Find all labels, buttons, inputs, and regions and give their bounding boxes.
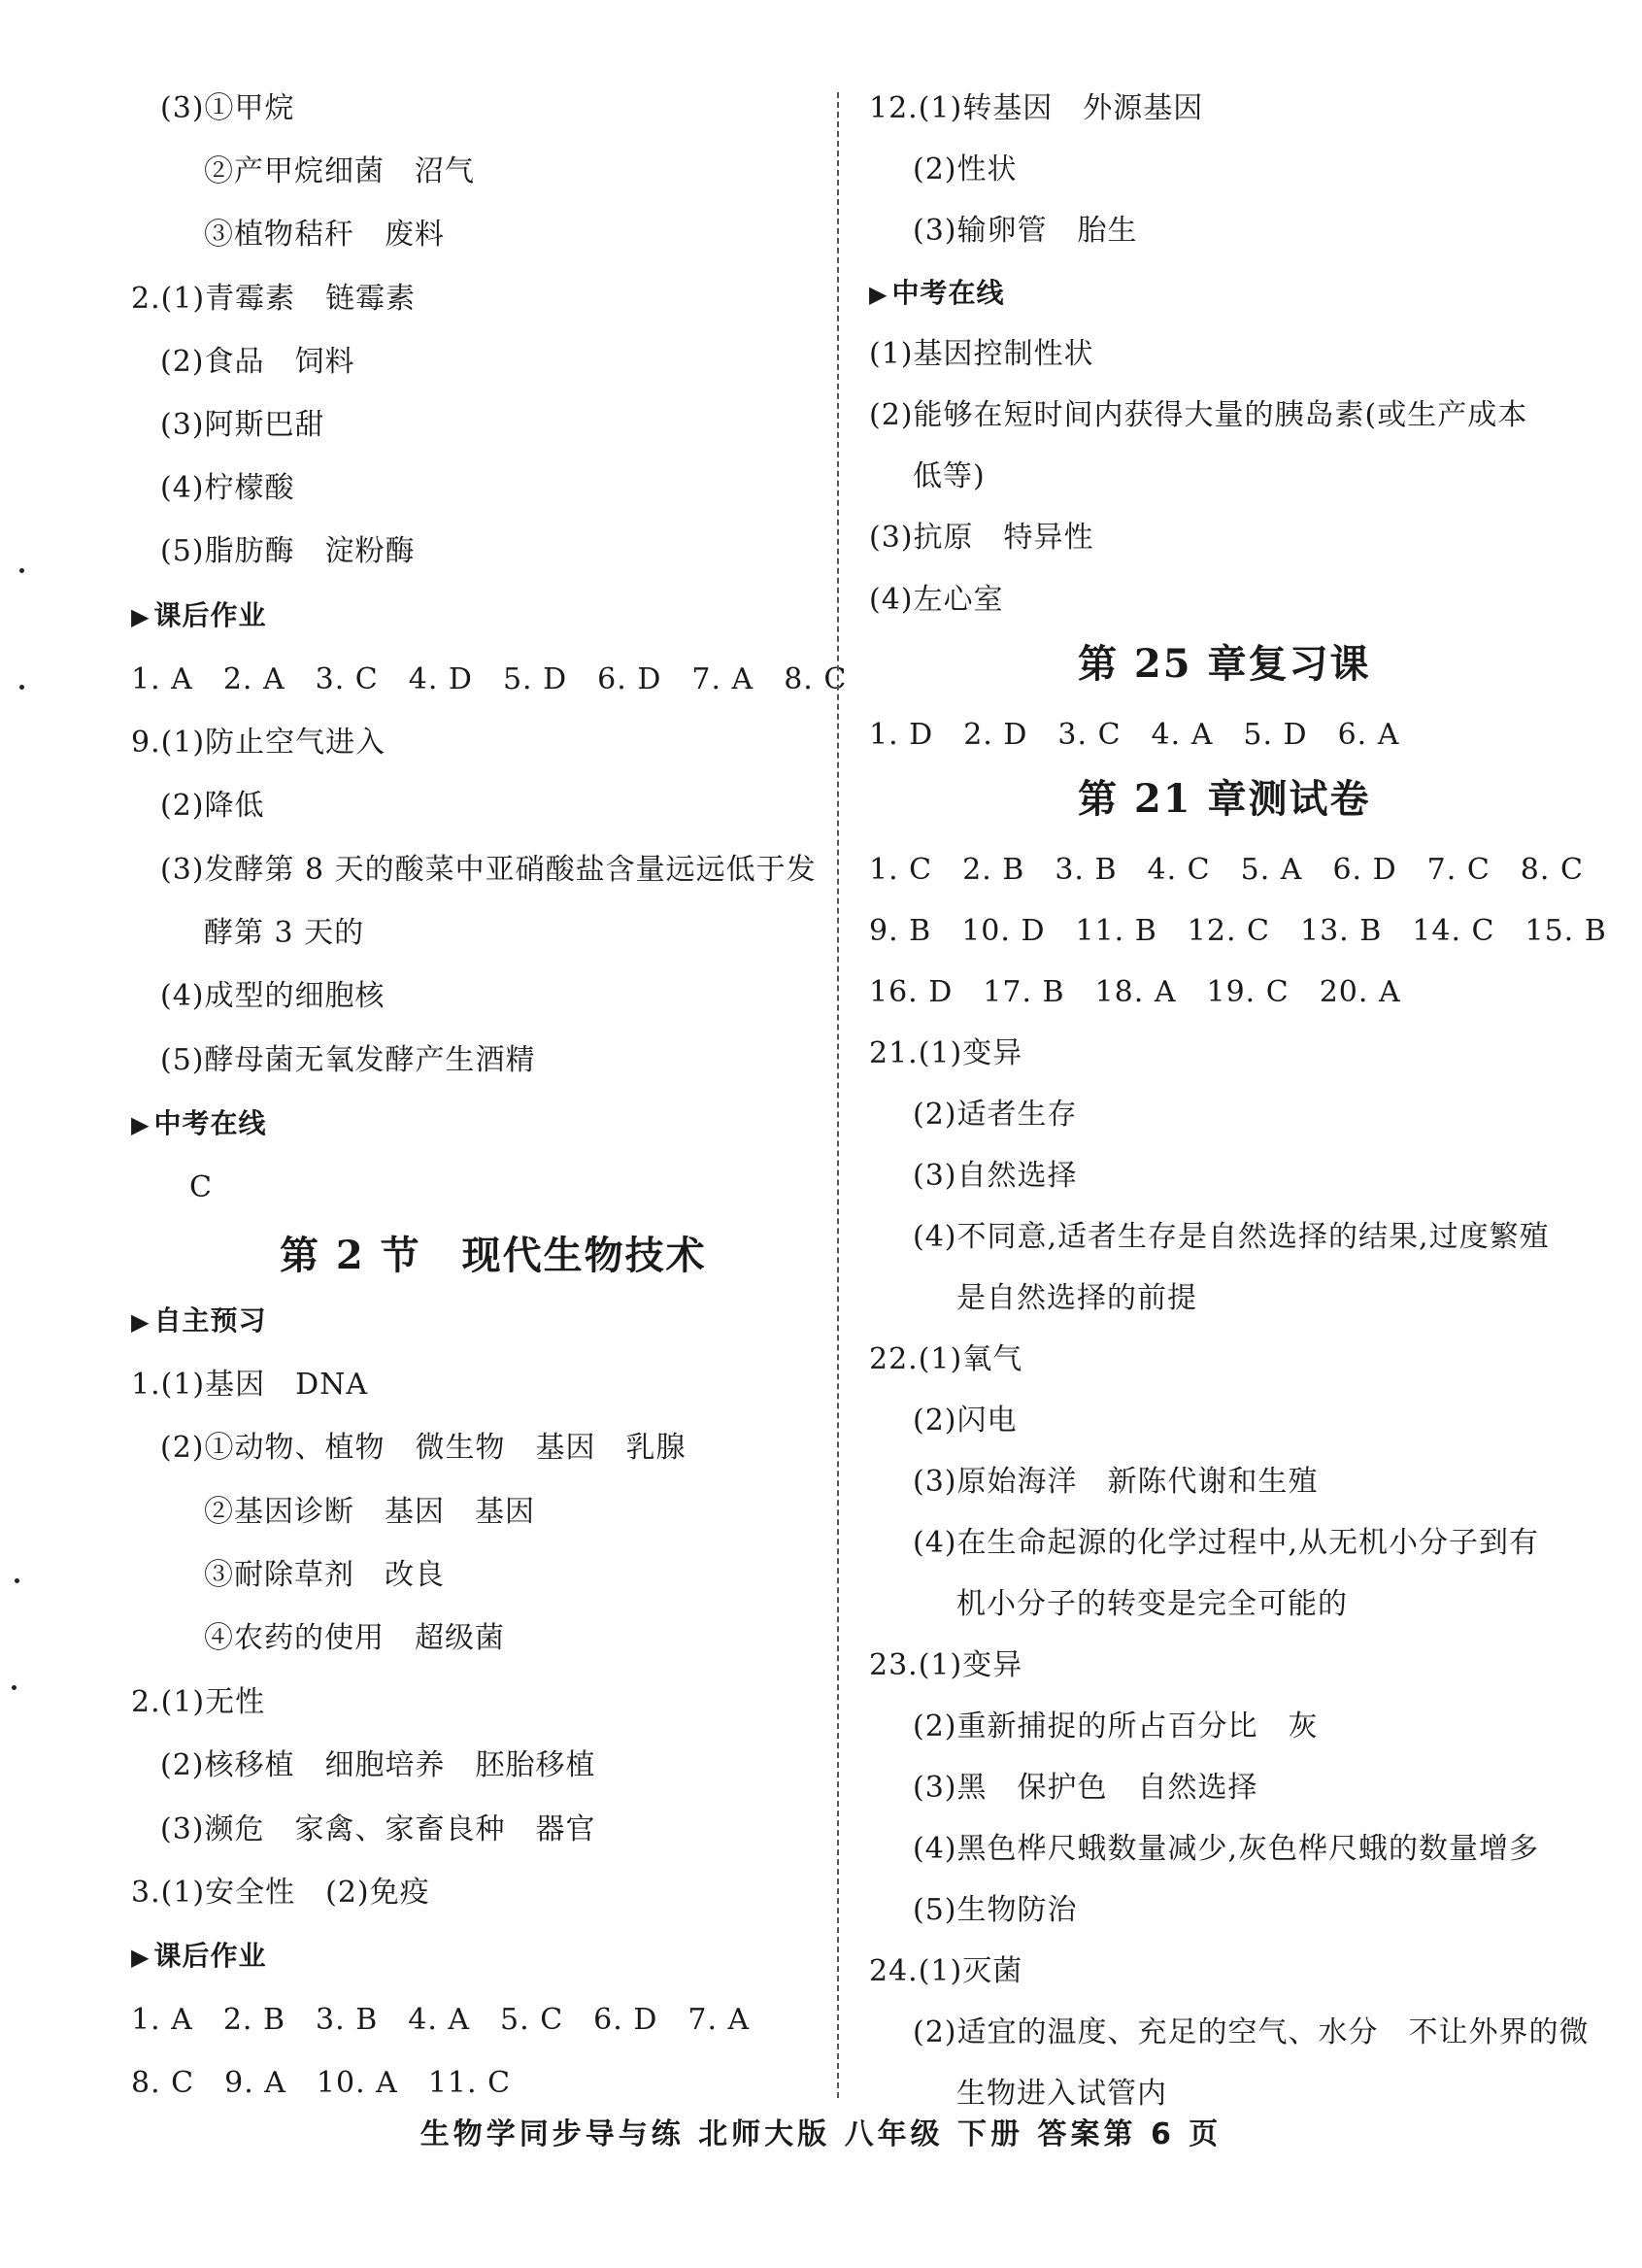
answer-line: (3)濒危 家禽、家畜良种 器官 bbox=[160, 1812, 596, 1846]
answer-line: 1. A 2. A 3. C 4. D 5. D 6. D 7. A 8. C bbox=[131, 662, 848, 696]
answer-line: 12.(1)转基因 外源基因 bbox=[869, 91, 1204, 125]
answer-line: 9. B 10. D 11. B 12. C 13. B 14. C 15. B bbox=[869, 914, 1607, 948]
page-footer: 生物学同步导与练 北师大版 八年级 下册 答案第 6 页 bbox=[419, 2117, 1223, 2151]
answer-line: (3)自然选择 bbox=[913, 1159, 1078, 1193]
answer-line: (3)①甲烷 bbox=[160, 91, 295, 125]
answer-line: 9.(1)防止空气进入 bbox=[131, 726, 386, 760]
answer-line: 16. D 17. B 18. A 19. C 20. A bbox=[869, 975, 1401, 1009]
answer-line: (3)原始海洋 新陈代谢和生殖 bbox=[913, 1465, 1319, 1499]
answer-line: (5)生物防治 bbox=[913, 1893, 1078, 1927]
answer-line: 3.(1)安全性 (2)免疫 bbox=[131, 1876, 430, 1910]
answer-line: (4)柠檬酸 bbox=[160, 471, 295, 505]
answer-line: ②产甲烷细菌 沼气 bbox=[204, 154, 475, 188]
scan-speck bbox=[19, 568, 24, 573]
answer-line: (2)性状 bbox=[913, 152, 1018, 186]
answer-line: 8. C 9. A 10. A 11. C bbox=[131, 2066, 512, 2100]
answer-line: 22.(1)氧气 bbox=[869, 1342, 1023, 1376]
answer-line: 低等) bbox=[913, 459, 986, 493]
answer-line: 1. C 2. B 3. B 4. C 5. A 6. D 7. C 8. C bbox=[869, 853, 1584, 887]
answer-line: (5)酵母菌无氧发酵产生酒精 bbox=[160, 1043, 536, 1077]
answer-line: 生物进入试管内 bbox=[956, 2077, 1167, 2111]
section-heading: ▶ 中考在线 bbox=[869, 274, 1004, 313]
answer-line: 1. A 2. B 3. B 4. A 5. C 6. D 7. A bbox=[131, 2003, 751, 2037]
section-title: 第 2 节 现代生物技术 bbox=[280, 1233, 707, 1278]
section-heading: ▶ 课后作业 bbox=[131, 596, 266, 635]
column-divider bbox=[837, 92, 839, 2098]
answer-line: (4)黑色桦尺蛾数量减少,灰色桦尺蛾的数量增多 bbox=[913, 1832, 1540, 1866]
answer-line: 1.(1)基因 DNA bbox=[131, 1368, 369, 1402]
answer-line: (3)阿斯巴甜 bbox=[160, 408, 325, 442]
answer-line: ③耐除草剂 改良 bbox=[204, 1558, 445, 1592]
answer-line: (2)能够在短时间内获得大量的胰岛素(或生产成本 bbox=[869, 398, 1528, 432]
answer-line: (2)降低 bbox=[160, 789, 265, 823]
answer-line: 24.(1)灭菌 bbox=[869, 1954, 1023, 1988]
section-heading: ▶ 自主预习 bbox=[131, 1302, 266, 1340]
scan-speck bbox=[19, 685, 24, 690]
answer-line: (4)成型的细胞核 bbox=[160, 979, 385, 1013]
answer-line: ③植物秸秆 废料 bbox=[204, 218, 445, 252]
answer-line: (2)食品 饲料 bbox=[160, 345, 355, 379]
scan-speck bbox=[15, 1578, 19, 1583]
answer-line: (5)脂肪酶 淀粉酶 bbox=[160, 534, 416, 568]
answer-line: ②基因诊断 基因 基因 bbox=[204, 1495, 535, 1529]
answer-line: 2.(1)无性 bbox=[131, 1685, 266, 1719]
section-heading: ▶ 课后作业 bbox=[131, 1937, 266, 1976]
section-heading: ▶ 中考在线 bbox=[131, 1104, 266, 1143]
answer-line: (4)左心室 bbox=[869, 583, 1004, 617]
answer-line: (2)适宜的温度、充足的空气、水分 不让外界的微 bbox=[913, 2015, 1590, 2049]
answer-line: (4)在生命起源的化学过程中,从无机小分子到有 bbox=[913, 1526, 1540, 1560]
chapter-test-title: 第 21 章测试卷 bbox=[1078, 776, 1371, 822]
answer-line: 23.(1)变异 bbox=[869, 1648, 1023, 1682]
answer-line: 1. D 2. D 3. C 4. A 5. D 6. A bbox=[869, 718, 1400, 752]
answer-line: 是自然选择的前提 bbox=[956, 1281, 1197, 1315]
answer-line: (3)黑 保护色 自然选择 bbox=[913, 1771, 1258, 1805]
answer-line: (2)闪电 bbox=[913, 1404, 1018, 1438]
chapter-review-title: 第 25 章复习课 bbox=[1078, 641, 1371, 687]
answer-line: ④农药的使用 超级菌 bbox=[204, 1621, 505, 1655]
answer-line: (3)输卵管 胎生 bbox=[913, 214, 1138, 248]
scan-speck bbox=[12, 1685, 17, 1690]
answer-line: (3)抗原 特异性 bbox=[869, 521, 1094, 555]
answer-line: 机小分子的转变是完全可能的 bbox=[956, 1587, 1348, 1621]
answer-line: 2.(1)青霉素 链霉素 bbox=[131, 282, 417, 316]
answer-line: (3)发酵第 8 天的酸菜中亚硝酸盐含量远远低于发 bbox=[160, 853, 817, 887]
answer-line: 21.(1)变异 bbox=[869, 1036, 1023, 1070]
answer-line: (2)核移植 细胞培养 胚胎移植 bbox=[160, 1748, 596, 1782]
answer-line: (4)不同意,适者生存是自然选择的结果,过度繁殖 bbox=[913, 1220, 1550, 1254]
answer-line: C bbox=[189, 1170, 213, 1204]
answer-line: (2)重新捕捉的所占百分比 灰 bbox=[913, 1709, 1319, 1743]
answer-line: 酵第 3 天的 bbox=[204, 916, 365, 950]
answer-line: (1)基因控制性状 bbox=[869, 337, 1094, 371]
answer-line: (2)①动物、植物 微生物 基因 乳腺 bbox=[160, 1431, 687, 1465]
answer-line: (2)适者生存 bbox=[913, 1098, 1078, 1132]
